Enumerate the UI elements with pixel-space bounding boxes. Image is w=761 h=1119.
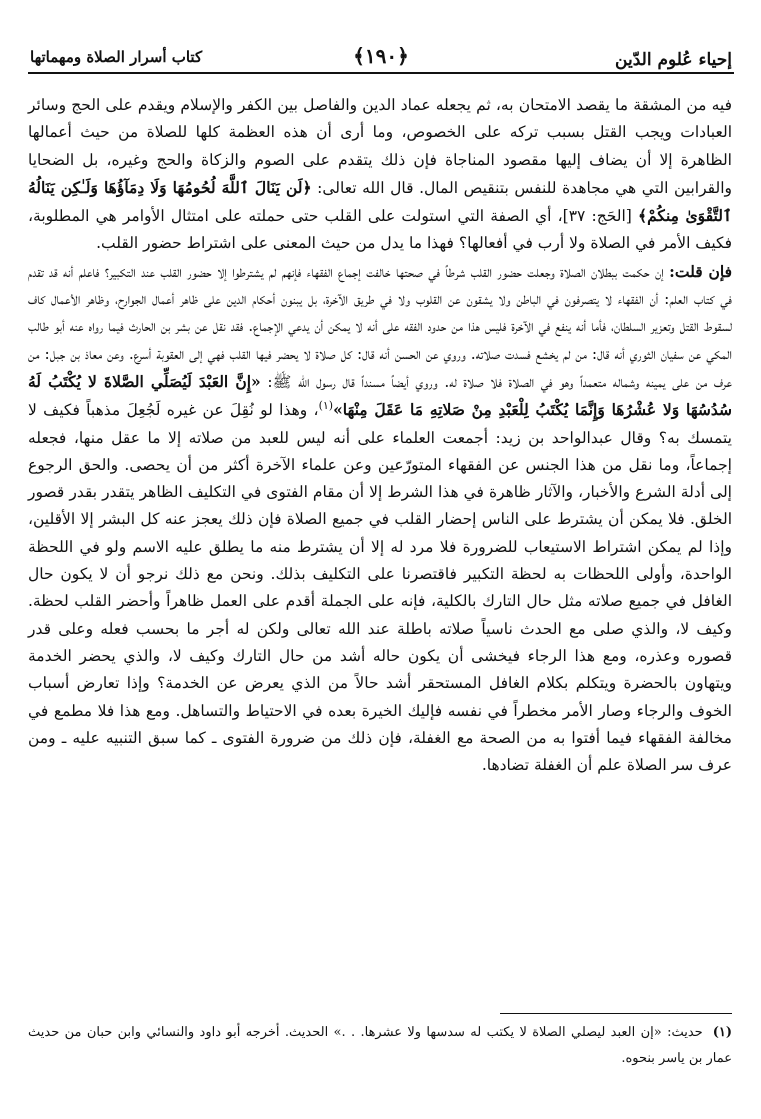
- paragraph-1-text-b: [الحَج: ٣٧]، أي الصفة التي استولت على القلب حتى حملته على امتثال الأوامر هي المطلوبة، فكيف الأمر في الصلاة ولا أرب في أفعالها؟ فهذا ما يدل من حيث المعنى على اشتراط حضور القلب.: [28, 207, 732, 253]
- paragraph-1: [28, 92, 732, 258]
- objection-label: فإن قلت:: [669, 261, 732, 281]
- quran-verse: ﴿لَن يَنَالَ ٱللَّهَ لُحُومُهَا وَلَا دِمَآؤُهَا وَلَـٰكِن يَنَالُهُ ٱلتَّقْوَىٰ مِنكُمْ﴾: [28, 177, 733, 226]
- page-header: [28, 38, 734, 74]
- hadith-quote: «إِنَّ العَبْدَ لَيُصَلِّي الصَّلاةَ لا يُكْتَبُ لَهُ سُدُسُهَا وَلا عُشْرُهَا وَإِنَّمَا يُكْتَبُ لِلْعَبْدِ مِنْ صَلاتِهِ مَا عَقَلَ مِنْهَا»: [28, 371, 732, 420]
- footnote-number: (١): [712, 1025, 732, 1040]
- footnote: [28, 1020, 732, 1072]
- footnote-text: حديث: «إن العبد ليصلي الصلاة لا يكتب له سدسها ولا عشرها. . .» الحديث. أخرجه أبو داود والنسائي وابن حبان من حديث عمار بن ياسر بنحوه.: [28, 1025, 732, 1066]
- footnote-separator: [500, 1013, 732, 1014]
- header-rule: [28, 72, 734, 74]
- main-text: [28, 92, 732, 779]
- page-number: ﴿١٩٠﴾: [353, 44, 409, 68]
- chapter-title: كتاب أسرار الصلاة ومهماتها: [30, 48, 203, 66]
- footnote-marker: (١): [318, 399, 334, 413]
- book-title: إحياء عُلوم الدّين: [615, 50, 732, 70]
- paragraph-2-text-a: إن حكمت ببطلان الصلاة وجعلت حضور القلب شرطاً في صحتها خالفت إجماع الفقهاء فإنهم لم يشترطوا إلا حضور القلب عند التكبير؟ فاعلم أنه قد تقدم في كتاب العلم: أن الفقهاء لا يتصرفون في الباطن ولا يشقون عن القلوب ولا في طريق الآخرة، بل يبنون أحكام الدين على ظاهر أعمال الجوارح، وظاهر الأعمال كاف لسقوط القتل وتعزير السلطان، فأما أنه ينفع في الآخرة فليس هذا من حدود الفقه على أنه لا يمكن أن يدعي الإجماع. فقد نقل عن بشر بن الحارث فيما رواه عنه أبو طالب المكي عن سفيان الثوري أنه قال: من لم يخشع فسدت صلاته. وروي عن الحسن أنه قال: كل صلاة لا يحضر فيها القلب فهي إلى العقوبة أسرع. وعن معاذ بن جبل: من عرف من على يمينه وشماله متعمداً وهو في الصلاة فلا صلاة له. وروي أيضاً مسنداً قال رسول الله ﷺ:: [28, 262, 732, 391]
- paragraph-2: [28, 258, 732, 780]
- paragraph-1-text-a: فيه من المشقة ما يقصد الامتحان به، ثم يجعله عماد الدين والفاصل بين الكفر والإسلام ويقدم على الحج وسائر العبادات ويجب القتل بسبب تركه على الخصوص، وما أرى أن هذه العظمة كلها للصلاة من حيث أعمالها الظاهرة إلا أن يضاف إليها مقصود المناجاة فإن ذلك يتقدم على الصوم والزكاة والحج وغيره، بل الضحايا والقرابين التي هي مجاهدة للنفس بتنقيص المال. قال الله تعالى:: [28, 96, 732, 197]
- paragraph-2-text-b: ، وهذا لو نُقِلَ عن غيره لَجُعِلَ مذهباً فكيف لا يتمسك به؟ وقال عبدالواحد بن زيد: أجمعت العلماء على أنه ليس للعبد من صلاته إلا ما عقل منها، فجعله إجماعاً، وما نقل من هذا الجنس عن الفقهاء المتورّعين وعن علماء الآخرة أكثر من أن يحصى. والحق الرجوع إلى أدلة الشرع والأخبار، والآثار ظاهرة في هذا الشرط إلا أن مقام الفتوى في التكليف الظاهر يتقدر بقدر قصور الخلق. فلا يمكن أن يشترط على الناس إحضار القلب في جميع الصلاة فإن ذلك يعجز عنه كل البشر إلا الأقلين، وإذا لم يمكن اشتراط الاستيعاب للضرورة فلا مرد له إلا أن يشترط منه ما يطلق عليه الاسم ولو في اللحظة الواحدة، وأولى اللحظات به لحظة التكبير فاقتصرنا على التكليف بذلك. ونحن مع ذلك نرجو أن لا يكون حال الغافل في جميع صلاته مثل حال التارك بالكلية، فإنه على الجملة أقدم على العمل ظاهراً وأحضر القلب لحظة. وكيف لا، والذي صلى مع الحدث ناسياً صلاته باطلة عند الله تعالى ولكن له أجر ما بحسب فعله وعلى قدر قصوره وعذره، ومع هذا الرجاء فيخشى أن يكون حاله أشد من حال التارك وكيف لا، والذي يحضر الخدمة ويتهاون بالحضرة ويتكلم بكلام الغافل المستحقر أشد حالاً من الذي يعرض عن الخدمة؟ وإذا تعارض أسباب الخوف والرجاء وصار الأمر مخطراً في نفسه فإليك الخيرة بعده في الاحتياط والتساهل. ومع هذا فلا مطمع في مخالفة الفقهاء فيما أفتوا به من الصحة مع الغفلة، فإن ذلك من ضرورة الفتوى ـ كما سبق التنبيه عليه ـ ومن عرف سر الصلاة علم أن الغفلة تضادها.: [28, 401, 732, 775]
